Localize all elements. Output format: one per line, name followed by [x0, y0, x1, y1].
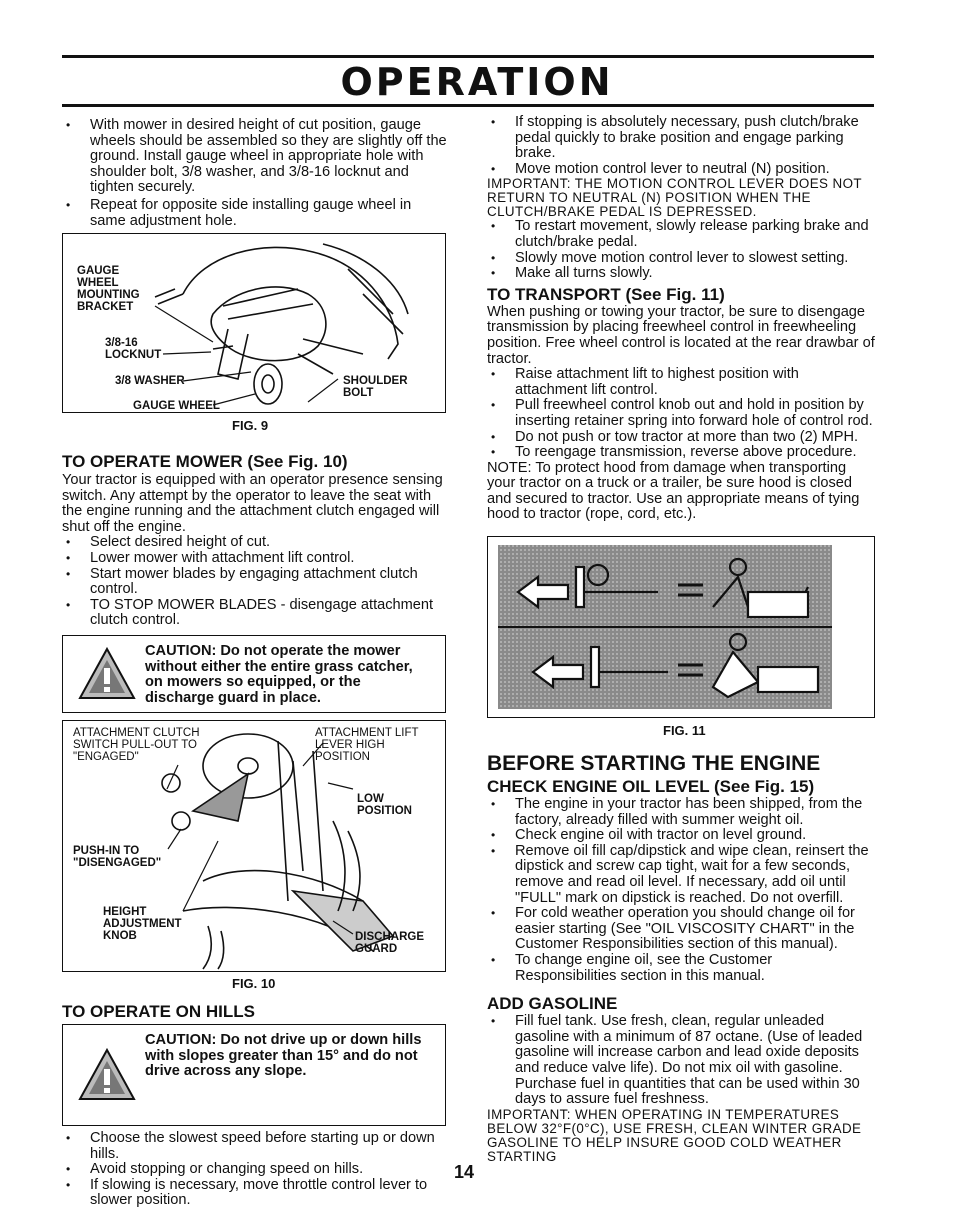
list-item: • Fill fuel tank. Use fresh, clean, regular unleaded gasoline with a minimum of 87 octane. (Use of leaded gasoline will increase carbon and lead oxide deposits and reduce valve life). Do not mix oil with gasoline. Purchase fuel in quantities that can be used within 30 days to assure fuel freshness.: [487, 1014, 875, 1108]
gas-heading: ADD GASOLINE: [487, 994, 618, 1014]
right-column-top: [487, 115, 875, 523]
label-shoulder-bolt: SHOULDER BOLT: [343, 375, 408, 399]
list-item: • Avoid stopping or changing speed on hills.: [62, 1162, 447, 1178]
figure-9-caption: FIG. 9: [232, 418, 269, 433]
list-item: • To change engine oil, see the Customer Responsibilities section in this manual.: [487, 953, 875, 984]
list-item: • With mower in desired height of cut position, gauge wheels should be assembled so they are slightly off the ground. Install gauge wheel in appropriate hole with shoulder bolt, 3/8 washer, and 3/8-16 locknut and tighten securely.: [62, 118, 447, 196]
list-item: • If stopping is absolutely necessary, push clutch/brake pedal quickly to brake position and engage parking brake.: [487, 115, 875, 162]
operate-mower-section: [62, 452, 447, 629]
transport-text: When pushing or towing your tractor, be sure to disengage transmission by placing freewheel control in freewheeling position. Free wheel control is located at the rear drawbar of tractor.: [487, 303, 875, 367]
caution-box-mower: [62, 635, 446, 713]
list-item: • For cold weather operation you should change oil for easier starting (See "OIL VISCOSITY CHART" in the Customer Responsibilities section of this manual).: [487, 906, 875, 953]
list-item: • Select desired height of cut.: [62, 535, 447, 551]
list-item: • TO STOP MOWER BLADES - disengage attachment clutch control.: [62, 598, 447, 629]
important-note-1: IMPORTANT: THE MOTION CONTROL LEVER DOES NOT RETURN TO NEUTRAL (N) POSITION WHEN THE CLUTCH/BRAKE PEDAL IS DEPRESSED.: [487, 176, 862, 220]
label-attachment-clutch: ATTACHMENT CLUTCH SWITCH PULL-OUT TO "ENGAGED": [73, 727, 200, 763]
label-gauge-wheel: GAUGE WHEEL: [133, 400, 220, 412]
list-item: • Check engine oil with tractor on level ground.: [487, 828, 875, 844]
list-item: • Remove oil fill cap/dipstick and wipe clean, reinsert the dipstick and screw cap tight, wait for a few seconds, remove and read oil level. If necessary, add oil until "FULL" mark on dipstick is reached. Do not overfill.: [487, 844, 875, 906]
list-item: • Do not push or tow tractor at more than two (2) MPH.: [487, 430, 875, 446]
list-item: • Start mower blades by engaging attachment clutch control.: [62, 567, 447, 598]
operate-mower-heading: TO OPERATE MOWER (See Fig. 10): [62, 452, 348, 471]
header-rule-top: [62, 55, 874, 58]
list-item: • If slowing is necessary, move throttle control lever to slower position.: [62, 1178, 447, 1209]
list-item: • Lower mower with attachment lift control.: [62, 551, 447, 567]
figure-10-caption: FIG. 10: [232, 976, 276, 991]
warning-triangle-icon: [77, 646, 137, 702]
hills-heading-wrap: [62, 1002, 447, 1022]
hills-bullets: [62, 1131, 447, 1209]
freewheel-decal-illustration: [488, 537, 874, 717]
page-title: OPERATION: [340, 60, 614, 104]
label-attachment-lift: ATTACHMENT LIFT LEVER HIGH POSITION: [315, 727, 419, 763]
label-gauge-wheel-mounting-bracket: GAUGE WHEEL MOUNTING BRACKET: [77, 265, 140, 313]
before-starting-section: [487, 752, 875, 1164]
label-locknut: 3/8-16 LOCKNUT: [105, 337, 162, 361]
figure-11-caption: FIG. 11: [663, 723, 706, 738]
operate-mower-text: Your tractor is equipped with an operator presence sensing switch. Any attempt by the operator to leave the seat with the engine running and the attachment clutch engaged will shut off the engine.: [62, 472, 443, 535]
caution-text: CAUTION: Do not operate the mower without either the entire grass catcher, on mowers so equipped, or the discharge guard in place.: [145, 643, 413, 706]
hills-heading: TO OPERATE ON HILLS: [62, 1002, 255, 1021]
important-note-2: IMPORTANT: WHEN OPERATING IN TEMPERATURES BELOW 32°F(0°C), USE FRESH, CLEAN WINTER GRADE GASOLINE TO HELP INSURE GOOD COLD WEATHER STARTING: [487, 1106, 862, 1164]
list-item: • The engine in your tractor has been shipped, from the factory, already filled with summer weight oil.: [487, 797, 875, 828]
label-height-knob: HEIGHT ADJUSTMENT KNOB: [103, 906, 182, 942]
list-item: • Move motion control lever to neutral (N) position.: [487, 162, 875, 178]
label-low-position: LOW POSITION: [357, 793, 412, 817]
label-push-in: PUSH-IN TO "DISENGAGED": [73, 845, 162, 869]
list-item: • Slowly move motion control lever to slowest setting.: [487, 251, 875, 267]
transport-note: NOTE: To protect hood from damage when transporting your tractor on a truck or a trailer, be sure hood is closed and secured to tractor. Use an appropriate means of tying hood to tractor (rope, cord, etc.).: [487, 459, 860, 523]
page-number: 14: [454, 1162, 475, 1182]
transport-heading: TO TRANSPORT (See Fig. 11): [487, 284, 725, 304]
list-item: • To reengage transmission, reverse above procedure.: [487, 445, 875, 461]
list-item: • Make all turns slowly.: [487, 266, 875, 282]
warning-triangle-icon: [77, 1047, 137, 1103]
header-rule-bottom: [62, 104, 874, 107]
figure-9: [62, 233, 446, 413]
list-item: • Pull freewheel control knob out and hold in position by inserting retainer spring into forward hole of control rod.: [487, 398, 875, 429]
label-washer: 3/8 WASHER: [115, 375, 185, 387]
list-item: • To restart movement, slowly release parking brake and clutch/brake pedal.: [487, 219, 875, 250]
left-column-top: [62, 118, 447, 229]
oil-heading: CHECK ENGINE OIL LEVEL (See Fig. 15): [487, 777, 815, 796]
list-item: • Raise attachment lift to highest position with attachment lift control.: [487, 367, 875, 398]
figure-10: [62, 720, 446, 972]
caution-box-hills: [62, 1024, 446, 1126]
caution-text: CAUTION: Do not drive up or down hills with slopes greater than 15° and do not drive across any slope.: [145, 1032, 422, 1080]
list-item: • Choose the slowest speed before starting up or down hills.: [62, 1131, 447, 1162]
list-item: • Repeat for opposite side installing gauge wheel in same adjustment hole.: [62, 198, 447, 229]
figure-11: [487, 536, 875, 718]
label-discharge-guard: DISCHARGE GUARD: [355, 931, 425, 955]
before-starting-heading: BEFORE STARTING THE ENGINE: [487, 752, 821, 775]
